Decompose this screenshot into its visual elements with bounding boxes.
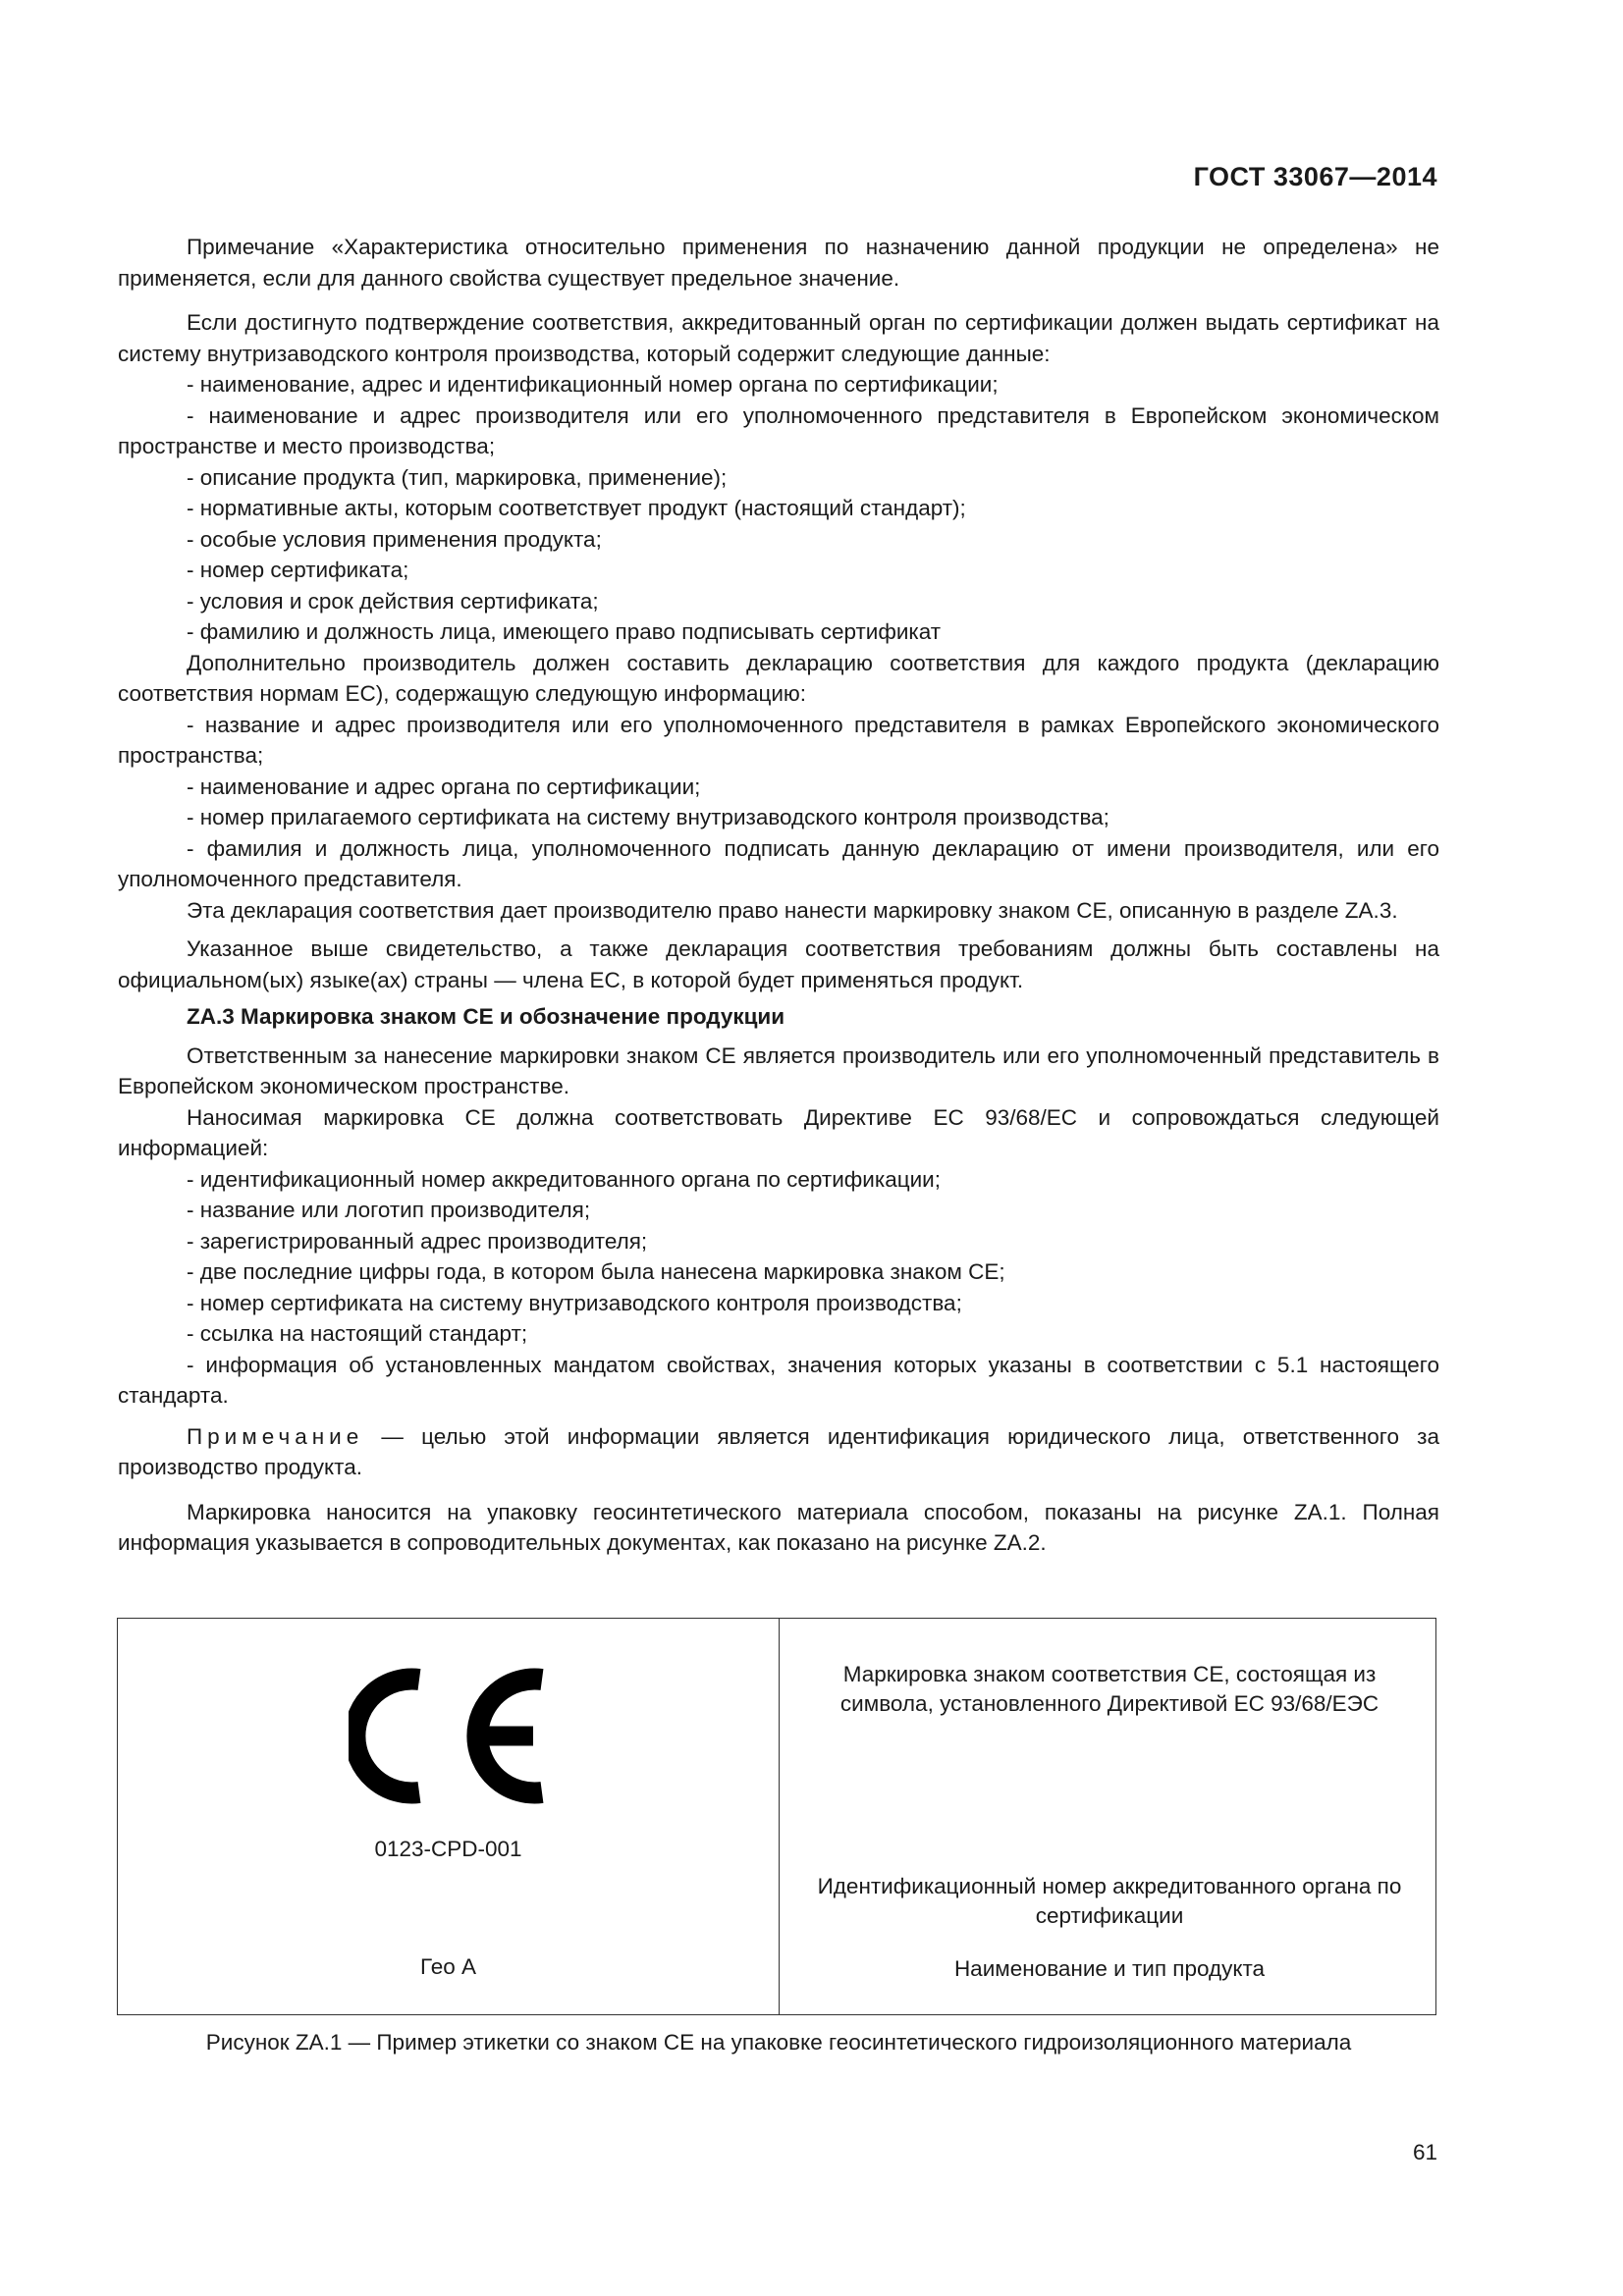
name-description: Наименование и тип продукта: [953, 1956, 1266, 1981]
page-number: 61: [1412, 2140, 1437, 2164]
ce-label-figure: [117, 1618, 1436, 2015]
document-code-header: ГОСТ 33067—2014: [1193, 162, 1437, 191]
list-item: - описание продукта (тип, маркировка, применение);: [187, 464, 728, 490]
list-item: - фамилия и должность лица, уполномоченного подписать данную декларацию от имени производителя, или его уполномоченного представителя.: [118, 835, 1439, 891]
list-item: - название и адрес производителя или его уполномоченного представителя в рамках Европейского экономического пространства;: [118, 712, 1439, 768]
ce-mark-icon: [349, 1660, 560, 1812]
note-text: — целью этой информации является идентификация юридического лица, ответственного за производство продукта.: [118, 1423, 1439, 1479]
list-item: - фамилию и должность лица, имеющего право подписывать сертификат: [187, 619, 942, 644]
list-item: - номер сертификата на систему внутризаводского контроля производства;: [187, 1290, 962, 1315]
column-divider: [779, 1619, 780, 2014]
list-item: - особые условия применения продукта;: [187, 526, 602, 552]
paragraph: Ответственным за нанесение маркировки знаком СЕ является производитель или его уполномоченный представитель в Европейском экономическом пространстве.: [118, 1042, 1439, 1098]
list-item: - наименование и адрес органа по сертификации;: [187, 774, 701, 799]
list-item: - условия и срок действия сертификата;: [187, 588, 599, 614]
note-label: Примечание: [187, 1423, 364, 1449]
list-item: - ссылка на настоящий стандарт;: [187, 1321, 528, 1346]
list-item: - номер сертификата;: [187, 558, 409, 582]
list-item: - номер прилагаемого сертификата на систему внутризаводского контроля производства;: [187, 805, 1109, 829]
body-text: [118, 232, 1439, 1559]
list-item: - нормативные акты, которым соответствует продукт (настоящий стандарт);: [187, 496, 966, 520]
figure-caption: Рисунок ZA.1 — Пример этикетки со знаком СЕ на упаковке геосинтетического гидроизоляционного материала: [205, 2030, 1352, 2055]
note-paragraph: Примечание «Характеристика относительно применения по назначению данной продукции не определена» не применяется, если для данного свойства существует предельное значение.: [118, 235, 1439, 291]
certificate-code: 0123-CPD-001: [374, 1837, 522, 1861]
list-item: - название или логотип производителя;: [187, 1198, 591, 1222]
note-paragraph: [118, 1421, 1439, 1483]
paragraph: Маркировка наносится на упаковку геосинтетического материала способом, показаны на рисунке ZA.1. Полная информация указывается в сопроводительных документах, как показано на рисунке ZA.2.: [118, 1499, 1439, 1555]
list-item: - идентификационный номер аккредитованного органа по сертификации;: [187, 1166, 941, 1192]
paragraph: Дополнительно производитель должен составить декларацию соответствия для каждого продукта (декларацию соответствия нормам ЕС), содержащую следующую информацию:: [118, 650, 1439, 706]
list-item: - информация об установленных мандатом свойствах, значения которых указаны в соответствии с 5.1 настоящего стандарта.: [118, 1352, 1439, 1408]
ce-description: Маркировка знаком соответствия СЕ, состоящая из символа, установленного Директивой ЕС 93/68/ЕЭС: [839, 1662, 1380, 1716]
list-item: - наименование, адрес и идентификационный номер органа по сертификации;: [187, 372, 999, 397]
paragraph: Эта декларация соответствия дает производителю право нанести маркировку знаком СЕ, описанную в разделе ZA.3.: [187, 897, 1398, 923]
paragraph: Наносимая маркировка СЕ должна соответствовать Директиве ЕС 93/68/ЕС и сопровождаться следующей информацией:: [118, 1104, 1439, 1160]
paragraph: Если достигнуто подтверждение соответствия, аккредитованный орган по сертификации должен выдать сертификат на систему внутризаводского контроля производства, который содержит следующие данные:: [118, 310, 1439, 366]
list-item: - зарегистрированный адрес производителя;: [187, 1228, 648, 1254]
list-item: - наименование и адрес производителя или его уполномоченного представителя в Европейском экономическом пространстве и место производства;: [118, 402, 1439, 458]
id-description: Идентификационный номер аккредитованного органа по сертификации: [817, 1874, 1402, 1928]
product-name: Гео А: [420, 1954, 476, 1979]
paragraph: Указанное выше свидетельство, а также декларация соответствия требованиям должны быть составлены на официальном(ых) языке(ах) страны — члена ЕС, в которой будет применяться продукт.: [118, 936, 1439, 992]
section-title: ZA.3 Маркировка знаком СЕ и обозначение продукции: [187, 1004, 785, 1029]
list-item: - две последние цифры года, в котором была нанесена маркировка знаком СЕ;: [187, 1259, 1005, 1284]
